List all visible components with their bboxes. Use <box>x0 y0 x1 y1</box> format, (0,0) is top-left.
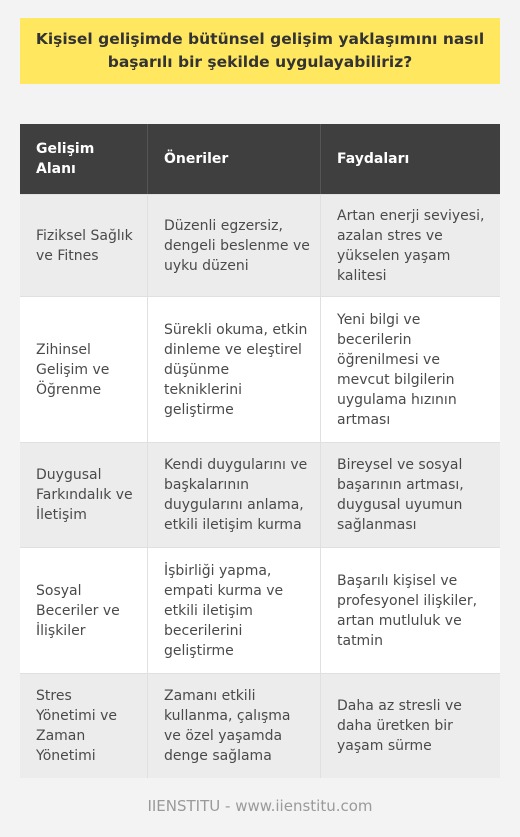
table-cell: Sosyal Beceriler ve İlişkiler <box>20 548 148 673</box>
table-cell: Stres Yönetimi ve Zaman Yönetimi <box>20 674 148 778</box>
table-cell: Daha az stresli ve daha üretken bir yaşam sürme <box>337 698 462 754</box>
table-row <box>20 674 500 778</box>
header-cell-benefits: Faydaları <box>337 151 410 167</box>
table-cell: İşbirliği yapma, empati kurma ve etkili iletişim becerilerini geliştirme <box>148 548 321 673</box>
table-row <box>20 195 500 297</box>
table-row <box>20 548 500 674</box>
table-cell: Bireysel ve sosyal başarının artması, duygusal uyumun sağlanması <box>337 457 464 533</box>
table-cell: Fiziksel Sağlık ve Fitnes <box>20 195 148 296</box>
table-cell: Duygusal Farkındalık ve İletişim <box>20 443 148 547</box>
table-cell: Yeni bilgi ve becerilerin öğrenilmesi ve mevcut bilgilerin uygulama hızının artması <box>337 311 457 428</box>
table-cell: Zamanı etkili kullanma, çalışma ve özel yaşamda denge sağlama <box>148 674 321 778</box>
page-title: Kişisel gelişimde bütünsel gelişim yaklaşımını nasıl başarılı bir şekilde uygulayabiliriz? <box>35 30 485 71</box>
header-cell-area: Gelişim Alanı <box>20 124 148 194</box>
header-cell-suggestions: Öneriler <box>148 124 321 194</box>
table-cell: Artan enerji seviyesi, azalan stres ve yükselen yaşam kalitesi <box>337 207 485 284</box>
table-header-row <box>20 124 500 195</box>
table-cell: Sürekli okuma, etkin dinleme ve eleştirel düşünme tekniklerini geliştirme <box>148 297 321 442</box>
table-cell: Düzenli egzersiz, dengeli beslenme ve uyku düzeni <box>148 195 321 296</box>
data-table <box>20 124 500 778</box>
table-row <box>20 443 500 548</box>
title-banner <box>20 18 500 84</box>
footer-credit: IIENSTITU - www.iienstitu.com <box>147 797 373 815</box>
table-cell: Başarılı kişisel ve profesyonel ilişkiler, artan mutluluk ve tatmin <box>337 572 478 649</box>
table-row <box>20 297 500 443</box>
table-cell: Kendi duygularını ve başkalarının duygularını anlama, etkili iletişim kurma <box>148 443 321 547</box>
table-cell: Zihinsel Gelişim ve Öğrenme <box>20 297 148 442</box>
